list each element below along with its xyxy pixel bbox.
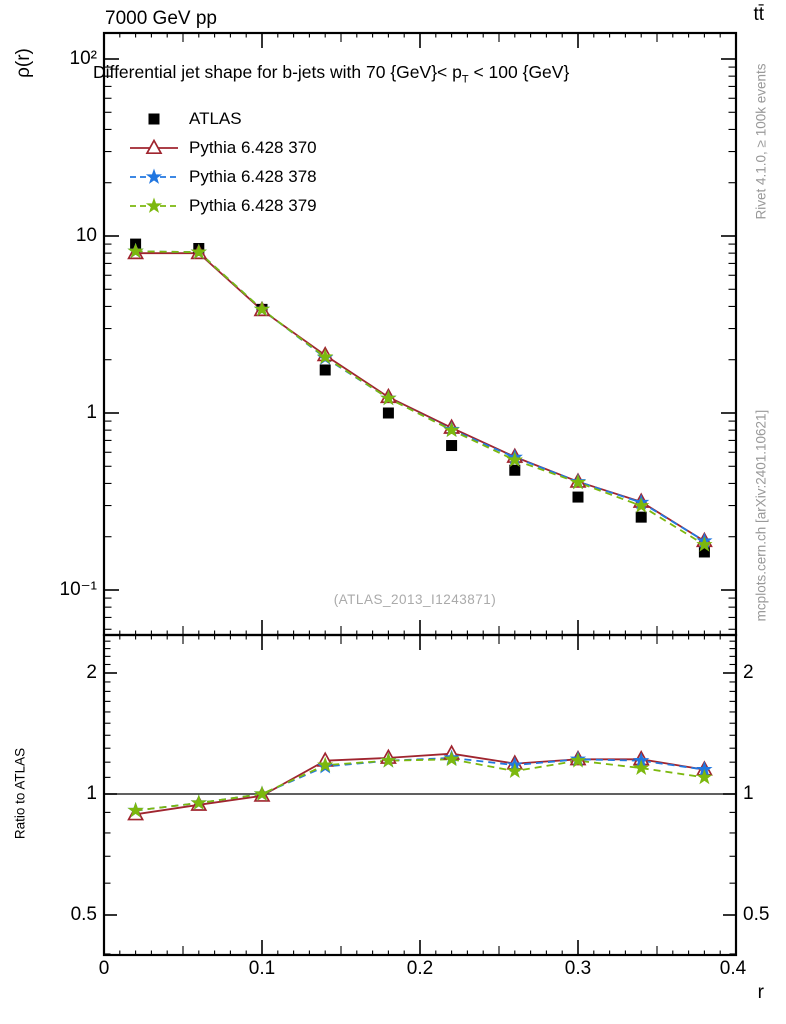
plot-title <box>93 62 569 86</box>
analysis-watermark: (ATLAS_2013_I1243871) <box>333 592 497 607</box>
triangle-line-icon <box>128 138 180 158</box>
star-dashed-line-icon <box>128 196 180 216</box>
plot-title-sub: T <box>461 73 469 86</box>
legend-label: Pythia 6.428 370 <box>189 137 317 157</box>
ratio-tick-2-right: 2 <box>743 662 754 683</box>
xtick-04: 0.4 <box>719 958 747 979</box>
ytick-10: 10 <box>75 225 97 246</box>
ratio-tick-05-right: 0.5 <box>743 904 770 925</box>
ratio-tick-2-left: 2 <box>86 662 97 683</box>
ratio-tick-05-left: 0.5 <box>70 904 97 925</box>
plot-title-post: < 100 {GeV} <box>468 62 570 82</box>
beam-energy-label: 7000 GeV pp <box>105 8 217 29</box>
ratio-axis-label: Ratio to ATLAS <box>12 747 28 840</box>
legend-label: Pythia 6.428 378 <box>189 166 317 186</box>
xtick-02: 0.2 <box>406 958 434 979</box>
plot-title-pre: Differential jet shape for b-jets with 70 {GeV}< p <box>93 62 462 82</box>
legend-label: ATLAS <box>189 108 242 128</box>
mcplots-arxiv-note: mcplots.cern.ch [arXiv:2401.10621] <box>753 409 769 622</box>
rivet-version-note: Rivet 4.1.0, ≥ 100k events <box>753 63 769 220</box>
xtick-03: 0.3 <box>564 958 592 979</box>
legend-item-atlas <box>128 104 317 133</box>
ytick-1: 1 <box>86 402 97 423</box>
xtick-0: 0 <box>98 958 110 979</box>
y-axis-label: ρ(r) <box>13 48 34 78</box>
ytick-100: 10² <box>69 48 97 69</box>
legend-label: Pythia 6.428 379 <box>189 195 317 215</box>
xtick-01: 0.1 <box>248 958 276 979</box>
atlas-marker-icon <box>128 109 180 129</box>
legend-item-pythia-370 <box>128 133 317 162</box>
legend <box>128 104 317 220</box>
legend-item-pythia-379 <box>128 191 317 220</box>
ratio-tick-1-right: 1 <box>743 783 754 804</box>
x-axis-label: r <box>757 982 764 1003</box>
star-dashed-line-icon <box>128 167 180 187</box>
ratio-tick-1-left: 1 <box>86 783 97 804</box>
process-label: tt̄ <box>753 4 764 25</box>
legend-item-pythia-378 <box>128 162 317 191</box>
ytick-0p1: 10⁻¹ <box>59 579 97 600</box>
